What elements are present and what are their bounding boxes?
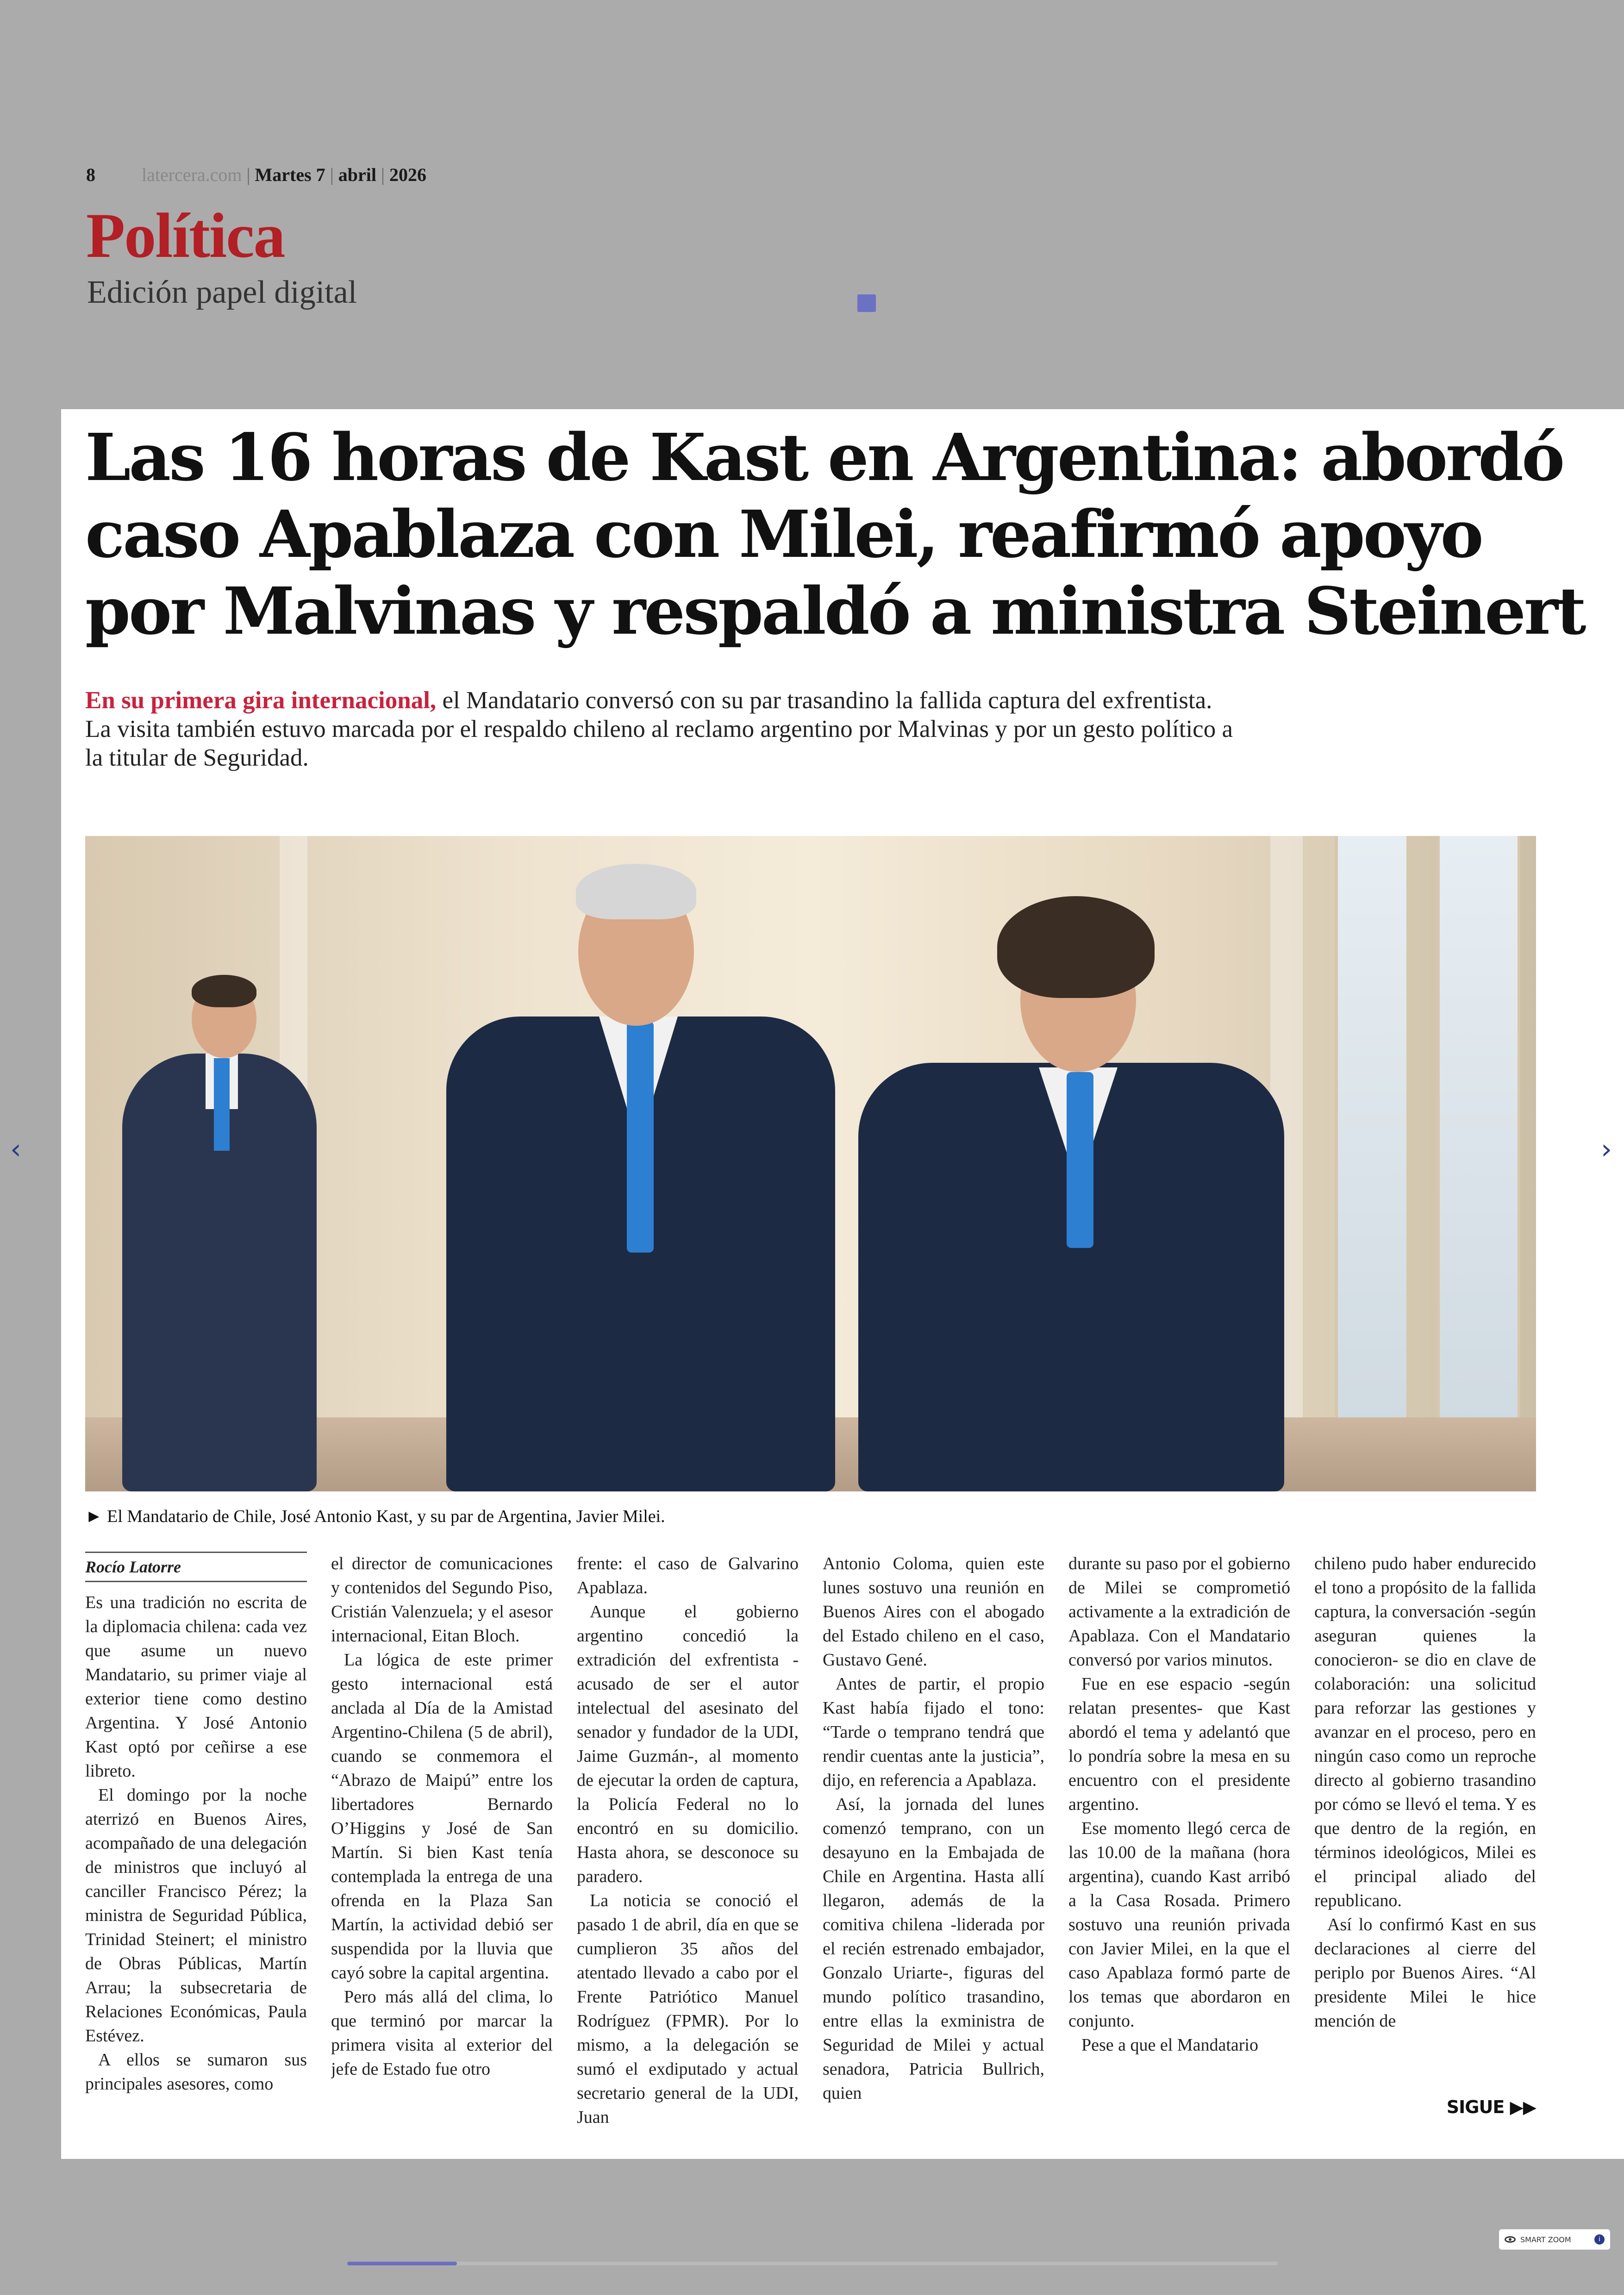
paragraph: Así, la jornada del lunes comenzó temprano, con un desayuno en la Embajada de Chile en Argentina. Hasta allí llegaron, además de la comitiva chilena -liderada por el recién estrenado embajador, Gonzalo Uriarte-, figuras del mundo político trasandino, entre ellas la exministra de Seguridad de Milei y actual senadora, Patricia Bullrich, quien — [823, 1795, 1044, 2103]
headline: Las 16 horas de Kast en Argentina: abordó caso Apablaza con Milei, reafirmó apoyo por Malvinas y respaldó a ministra Steinert — [85, 420, 1585, 649]
dek-text: el Mandatario conversó con su par trasandino la fallida captura del exfrentista. La visita también estuvo marcada por el respaldo chileno al reclamo argentino por Malvinas y por un gesto político a la titular de Seguridad. — [85, 687, 1233, 771]
article-body — [85, 1552, 1536, 2136]
body-column-4 — [823, 1552, 1044, 2136]
paragraph: el director de comunicaciones y contenidos del Segundo Piso, Cristián Valenzuela; y el asesor internacional, Eitan Bloch. — [331, 1554, 553, 1646]
body-column-2 — [331, 1552, 553, 2136]
paragraph: Es una tradición no escrita de la diplomacia chilena: cada vez que asume un nuevo Mandatario, su primer viaje al exterior tiene como destino Argentina. Y José Antonio Kast optó por ceñirse a ese libreto. — [85, 1593, 307, 1781]
date-month: abril — [338, 164, 376, 185]
page-progress-bar[interactable] — [347, 2262, 1278, 2265]
paragraph: Antes de partir, el propio Kast había fijado el tono: “Tarde o temprano tendrá que rendir cuentas ante la justicia”, dijo, en referencia a Apablaza. — [823, 1674, 1044, 1790]
date-day: Martes 7 — [255, 164, 325, 185]
dek-lead: En su primera gira internacional, — [85, 687, 437, 714]
page-progress-fill — [347, 2262, 457, 2265]
byline: Rocío Latorre — [85, 1552, 307, 1582]
paragraph: Pero más allá del clima, lo que terminó por marcar la primera visita al exterior del jefe de Estado fue otro — [331, 1987, 553, 2079]
smart-zoom-button[interactable] — [1499, 2229, 1610, 2250]
paragraph: Así lo confirmó Kast en sus declaraciones al cierre del periplo por Buenos Aires. “Al presidente Milei le hice mención de — [1314, 1915, 1536, 2031]
site-name: latercera.com — [142, 164, 242, 185]
article-page — [61, 409, 1624, 2159]
info-icon[interactable]: i — [1594, 2234, 1605, 2245]
page-marker-button[interactable] — [857, 294, 876, 312]
chevron-right-icon[interactable]: › — [1601, 1133, 1612, 1166]
edition-label: Edición papel digital — [87, 274, 357, 310]
paragraph: La lógica de este primer gesto internacional está anclada al Día de la Amistad Argentino-Chilena (5 de abril), cuando se conmemora el “Abrazo de Maipú” entre los libertadores Bernardo O’Higgins y José de San Martín. Si bien Kast tenía contemplada la entrega de una ofrenda en la Plaza San Martín, la actividad debió ser suspendida por la lluvia que cayó sobre la capital argentina. — [331, 1650, 553, 1983]
body-column-5 — [1068, 1552, 1290, 2136]
milei-figure — [844, 887, 1298, 1491]
paragraph: El domingo por la noche aterrizó en Buenos Aires, acompañado de una delegación de ministros que incluyó al canciller Francisco Pérez; la ministra de Seguridad Pública, Trinidad Steinert; el ministro de Obras Públicas, Martín Arrau; la subsecretaria de Relaciones Económicas, Paula Estévez. — [85, 1785, 307, 2046]
eye-icon — [1505, 2236, 1516, 2243]
paragraph: Pese a que el Mandatario — [1081, 2035, 1258, 2055]
photo-caption: ► El Mandatario de Chile, José Antonio Kast, y su par de Argentina, Javier Milei. — [85, 1507, 665, 1526]
paragraph: Aunque el gobierno argentino concedió la extradición del exfrentista -acusado de ser el autor intelectual del asesinato del senador y fundador de la UDI, Jaime Guzmán-, al momento de ejecutar la orden de captura, la Policía Federal no lo encontró en su domicilio. Hasta ahora, se desconoce su paradero. — [577, 1602, 799, 1886]
continue-link[interactable]: SIGUE ▶▶ — [1446, 2097, 1536, 2117]
smart-zoom-label: SMART ZOOM — [1520, 2235, 1571, 2244]
body-column-6 — [1314, 1552, 1536, 2136]
paragraph: A ellos se sumaron sus principales asesores, como — [85, 2050, 307, 2094]
chevron-left-icon[interactable]: ‹ — [10, 1133, 21, 1166]
paragraph: chileno pudo haber endurecido el tono a propósito de la fallida captura, la conversación -según aseguran quienes la conocieron- se dio en clave de colaboración: una solicitud para reforzar las gestiones y avanzar en el proceso, pero en ningún caso como un reproche directo al gobierno trasandino por cómo se llevó el tema. Y es que dentro de la región, en términos ideológicos, Milei es el principal aliado del republicano. — [1314, 1554, 1536, 1910]
article-photo — [85, 836, 1536, 1491]
paragraph: La noticia se conoció el pasado 1 de abril, día en que se cumplieron 35 años del atentado llevado a cabo por el Frente Patriótico Manuel Rodríguez (FPMR). Por lo mismo, a la delegación se sumó el exdiputado y actual secretario general de la UDI, Juan — [577, 1891, 799, 2127]
paragraph: Antonio Coloma, quien este lunes sostuvo una reunión en Buenos Aires con el abogado del Estado chileno en el caso, Gustavo Gené. — [823, 1554, 1044, 1670]
paragraph: Ese momento llegó cerca de las 10.00 de la mañana (hora argentina), cuando Kast arribó a la Casa Rosada. Primero sostuvo una reunión privada con Javier Milei, en la que el caso Apablaza formó parte de los temas que abordaron en conjunto. — [1068, 1819, 1290, 2031]
page-number: 8 — [86, 164, 95, 185]
page-info: 8 latercera.com | Martes 7 | abril | 2026 — [86, 164, 426, 185]
body-column-1 — [85, 1552, 307, 2136]
section-title: Política — [86, 200, 285, 271]
body-column-3 — [577, 1552, 799, 2136]
dek — [85, 686, 1243, 772]
date-year: 2026 — [389, 164, 426, 185]
background-figure — [94, 975, 354, 1491]
paragraph: Fue en ese espacio -según relatan presentes- que Kast abordó el tema y adelantó que lo pondría sobre la mesa en su encuentro con el presidente argentino. — [1068, 1674, 1290, 1814]
paragraph: durante su paso por el gobierno de Milei se comprometió activamente a la extradición de Apablaza. Con el Mandatario conversó por varios minutos. — [1068, 1554, 1290, 1670]
paragraph: frente: el caso de Galvarino Apablaza. — [577, 1554, 799, 1597]
kast-figure — [437, 850, 844, 1491]
